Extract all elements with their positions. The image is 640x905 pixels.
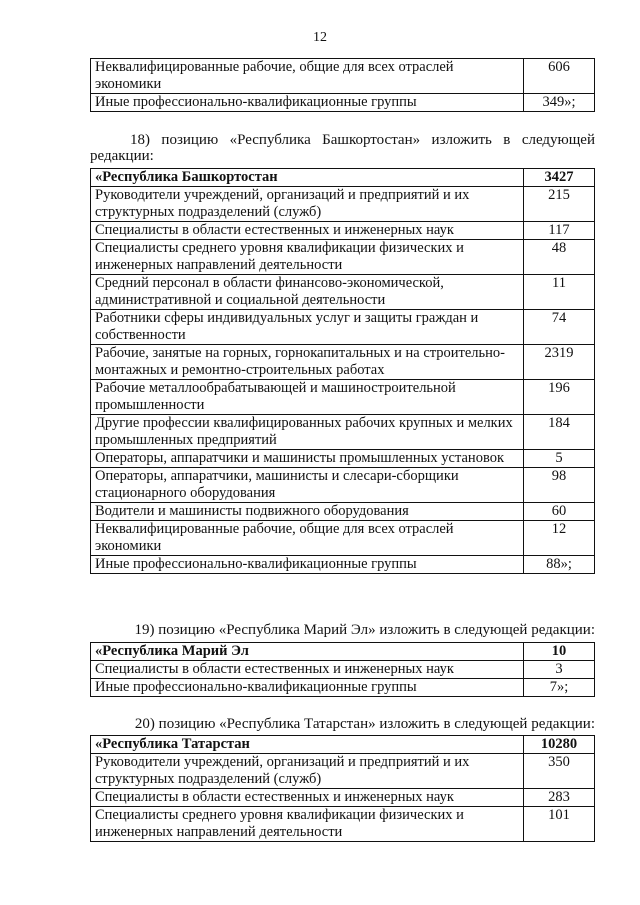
section-20-intro: 20) позицию «Республика Татарстан» изложить в следующей редакции: <box>134 716 595 732</box>
table-header-row <box>91 169 595 187</box>
occupation-value: 3 <box>524 661 595 679</box>
table-row <box>91 661 595 679</box>
occupation-value: 74 <box>524 310 595 345</box>
table-row <box>91 754 595 789</box>
occupation-name: Неквалифицированные рабочие, общие для всех отраслей экономики <box>91 521 524 556</box>
region-total: 10 <box>524 643 595 661</box>
occupation-value: 48 <box>524 240 595 275</box>
occupation-value: 12 <box>524 521 595 556</box>
occupation-name: Работники сферы индивидуальных услуг и защиты граждан и собственности <box>91 310 524 345</box>
occupation-name: Операторы, аппаратчики и машинисты промышленных установок <box>91 450 524 468</box>
table-row <box>91 345 595 380</box>
occupation-name: Специалисты среднего уровня квалификации физических и инженерных направлений деятельности <box>91 240 524 275</box>
table-row <box>91 450 595 468</box>
occupation-name: Водители и машинисты подвижного оборудования <box>91 503 524 521</box>
occupation-value: 98 <box>524 468 595 503</box>
table-row <box>91 789 595 807</box>
occupation-value: 2319 <box>524 345 595 380</box>
region-name: «Республика Башкортостан <box>91 169 524 187</box>
occupation-value: 606 <box>524 59 595 94</box>
occupation-value: 350 <box>524 754 595 789</box>
table-row <box>91 556 595 574</box>
table-row <box>91 310 595 345</box>
occupation-value: 7»; <box>524 679 595 697</box>
table-row <box>91 187 595 222</box>
occupation-value: 117 <box>524 222 595 240</box>
occupation-name: Специалисты в области естественных и инженерных наук <box>91 222 524 240</box>
occupation-name: Средний персонал в области финансово-экономической, административной и социальной деятельности <box>91 275 524 310</box>
occupation-value: 349»; <box>524 94 595 112</box>
table-header-row <box>91 643 595 661</box>
table-row <box>91 807 595 842</box>
occupation-name: Иные профессионально-квалификационные группы <box>91 679 524 697</box>
occupation-name: Иные профессионально-квалификационные группы <box>91 556 524 574</box>
occupation-name: Специалисты среднего уровня квалификации физических и инженерных направлений деятельности <box>91 807 524 842</box>
table-row <box>91 503 595 521</box>
occupation-name: Иные профессионально-квалификационные группы <box>91 94 524 112</box>
table-header-row <box>91 736 595 754</box>
occupation-value: 60 <box>524 503 595 521</box>
occupation-name: Руководители учреждений, организаций и предприятий и их структурных подразделений (служб) <box>91 187 524 222</box>
occupation-value: 88»; <box>524 556 595 574</box>
occupation-value: 184 <box>524 415 595 450</box>
occupation-name: Специалисты в области естественных и инженерных наук <box>91 789 524 807</box>
occupation-value: 11 <box>524 275 595 310</box>
bashkortostan-table <box>90 168 595 574</box>
occupation-name: Неквалифицированные рабочие, общие для всех отраслей экономики <box>91 59 524 94</box>
table-row <box>91 59 595 94</box>
occupation-name: Операторы, аппаратчики, машинисты и слесари-сборщики стационарного оборудования <box>91 468 524 503</box>
region-total: 10280 <box>524 736 595 754</box>
table-row <box>91 468 595 503</box>
table-row <box>91 94 595 112</box>
section-19-intro: 19) позицию «Республика Марий Эл» изложить в следующей редакции: <box>134 622 595 638</box>
occupation-name: Рабочие, занятые на горных, горнокапитальных и на строительно-монтажных и ремонтно-строительных работах <box>91 345 524 380</box>
table-row <box>91 240 595 275</box>
occupation-name: Рабочие металлообрабатывающей и машиностроительной промышленности <box>91 380 524 415</box>
mari-el-table <box>90 642 595 697</box>
table-row <box>91 275 595 310</box>
occupation-value: 283 <box>524 789 595 807</box>
table-row <box>91 222 595 240</box>
table-row <box>91 380 595 415</box>
table-row <box>91 521 595 556</box>
region-total: 3427 <box>524 169 595 187</box>
table-row <box>91 415 595 450</box>
section-18-intro: 18) позицию «Республика Башкортостан» изложить в следующей редакции: <box>90 132 595 164</box>
region-name: «Республика Марий Эл <box>91 643 524 661</box>
occupation-value: 196 <box>524 380 595 415</box>
occupation-value: 101 <box>524 807 595 842</box>
top-table <box>90 58 595 112</box>
occupation-name: Специалисты в области естественных и инженерных наук <box>91 661 524 679</box>
occupation-name: Другие профессии квалифицированных рабочих крупных и мелких промышленных предприятий <box>91 415 524 450</box>
occupation-value: 5 <box>524 450 595 468</box>
table-row <box>91 679 595 697</box>
page-number: 12 <box>313 30 327 45</box>
occupation-value: 215 <box>524 187 595 222</box>
occupation-name: Руководители учреждений, организаций и предприятий и их структурных подразделений (служб) <box>91 754 524 789</box>
region-name: «Республика Татарстан <box>91 736 524 754</box>
tatarstan-table <box>90 735 595 842</box>
